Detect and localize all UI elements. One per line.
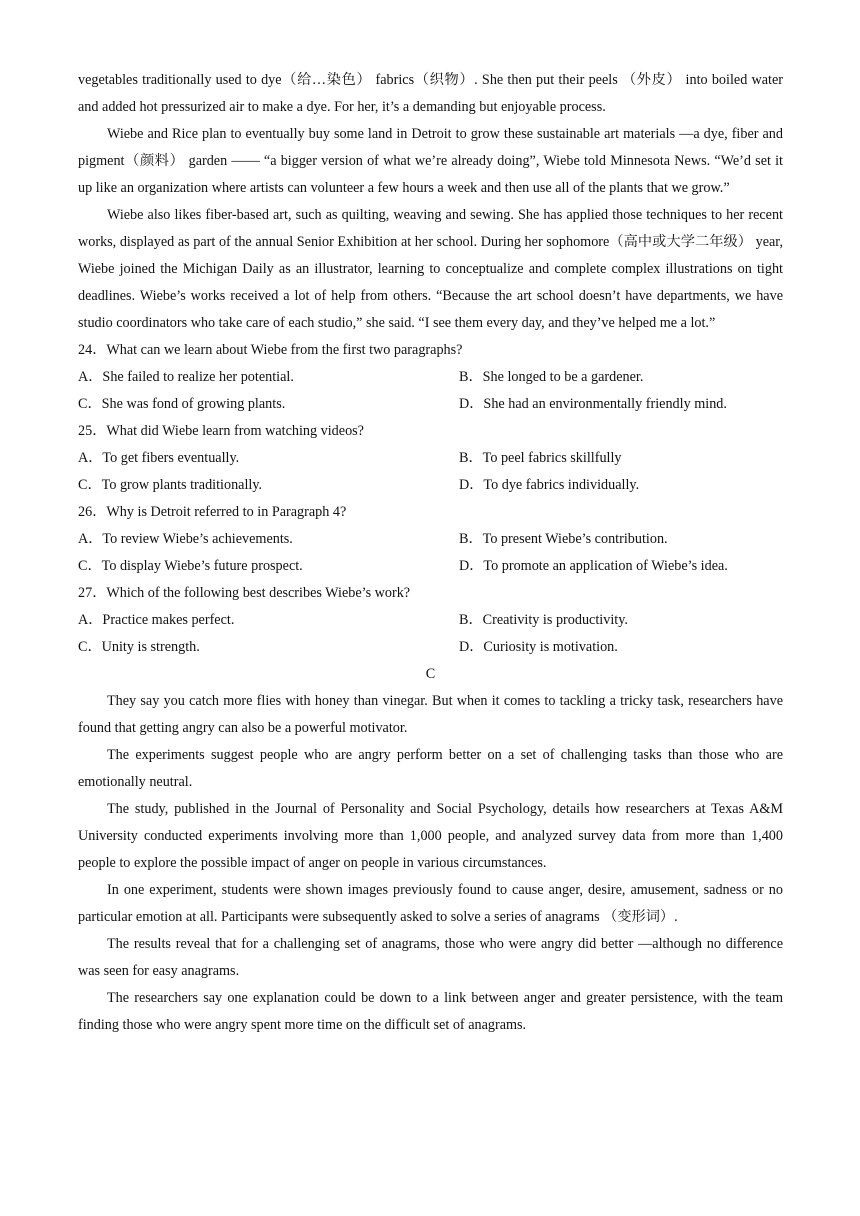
option-b: B．She longed to be a gardener. — [459, 369, 644, 385]
question-27 — [78, 580, 783, 661]
paragraph-c-2: The experiments suggest people who are angry perform better on a set of challenging tasks than those who are emotionally neutral. — [78, 747, 783, 790]
paragraph-c-4: In one experiment, students were shown images previously found to cause anger, desire, amusement, sadness or no particular emotion at all. Participants were subsequently asked to solve a series of anagrams （变形词）. — [78, 882, 783, 925]
question-stem: 27．Which of the following best describes Wiebe’s work? — [78, 585, 411, 601]
paragraph-c-1: They say you catch more flies with honey than vinegar. But when it comes to tackling a tricky task, researchers have found that getting angry can also be a powerful motivator. — [78, 693, 783, 736]
question-stem: 24．What can we learn about Wiebe from the first two paragraphs? — [78, 342, 463, 358]
option-c: C．To display Wiebe’s future prospect. — [78, 558, 303, 574]
question-stem: 25．What did Wiebe learn from watching videos? — [78, 423, 364, 439]
option-c: C．Unity is strength. — [78, 639, 200, 655]
option-c: C．To grow plants traditionally. — [78, 477, 263, 493]
option-a: A．She failed to realize her potential. — [78, 369, 294, 385]
section-heading: C — [425, 666, 436, 682]
paragraph-b-detroit-plan: Wiebe and Rice plan to eventually buy some land in Detroit to grow these sustainable art materials —a dye, fiber and pigment（颜料） garden —— “a bigger version of what we’re already doing”, Wiebe told Minnesota News. “We’d set it up like an organization where artists can volunteer a few hours a week and then use all of the plants that we grow.” — [78, 126, 783, 196]
question-25 — [78, 418, 783, 499]
paragraph-c-5: The results reveal that for a challenging set of anagrams, those who were angry did better —although no difference was seen for easy anagrams. — [78, 936, 783, 979]
option-c: C．She was fond of growing plants. — [78, 396, 286, 412]
option-b: B．Creativity is productivity. — [459, 612, 628, 628]
paragraph-b-fiber-art: Wiebe also likes fiber-based art, such as quilting, weaving and sewing. She has applied those techniques to her recent works, displayed as part of the annual Senior Exhibition at her school. During her sophomore（高中或大学二年级） year, Wiebe joined the Michigan Daily as an illustrator, learning to conceptualize and complete complex illustrations on tight deadlines. Wiebe’s works received a lot of help from others. “Because the art school doesn’t have departments, we have studio coordinators who take care of each studio,” she said. “I see them every day, and they’ve helped me a lot.” — [78, 207, 783, 331]
option-b: B．To present Wiebe’s contribution. — [459, 531, 668, 547]
option-b: B．To peel fabrics skillfully — [459, 450, 622, 466]
option-a: A．Practice makes perfect. — [78, 612, 235, 628]
paragraph-b-continued: vegetables traditionally used to dye（给…染色） fabrics（织物）. She then put their peels （外皮） into boiled water and added hot pressurized air to make a dye. For her, it’s a demanding but enjoyable process. — [78, 72, 783, 115]
option-d: D．To dye fabrics individually. — [459, 477, 640, 493]
option-d: D．To promote an application of Wiebe’s idea. — [459, 558, 728, 574]
question-24 — [78, 337, 783, 418]
document-page — [78, 67, 783, 1039]
option-d: D．She had an environmentally friendly mind. — [459, 396, 727, 412]
question-stem: 26．Why is Detroit referred to in Paragraph 4? — [78, 504, 347, 520]
option-d: D．Curiosity is motivation. — [459, 639, 618, 655]
option-a: A．To review Wiebe’s achievements. — [78, 531, 293, 547]
paragraph-c-6: The researchers say one explanation could be down to a link between anger and greater persistence, with the team finding those who were angry spent more time on the difficult set of anagrams. — [78, 990, 783, 1033]
question-26 — [78, 499, 783, 580]
option-a: A．To get fibers eventually. — [78, 450, 240, 466]
paragraph-c-3: The study, published in the Journal of Personality and Social Psychology, details how researchers at Texas A&M University conducted experiments involving more than 1,000 people, and analyzed survey data from more than 1,400 people to explore the possible impact of anger on people in various circumstances. — [78, 801, 783, 871]
